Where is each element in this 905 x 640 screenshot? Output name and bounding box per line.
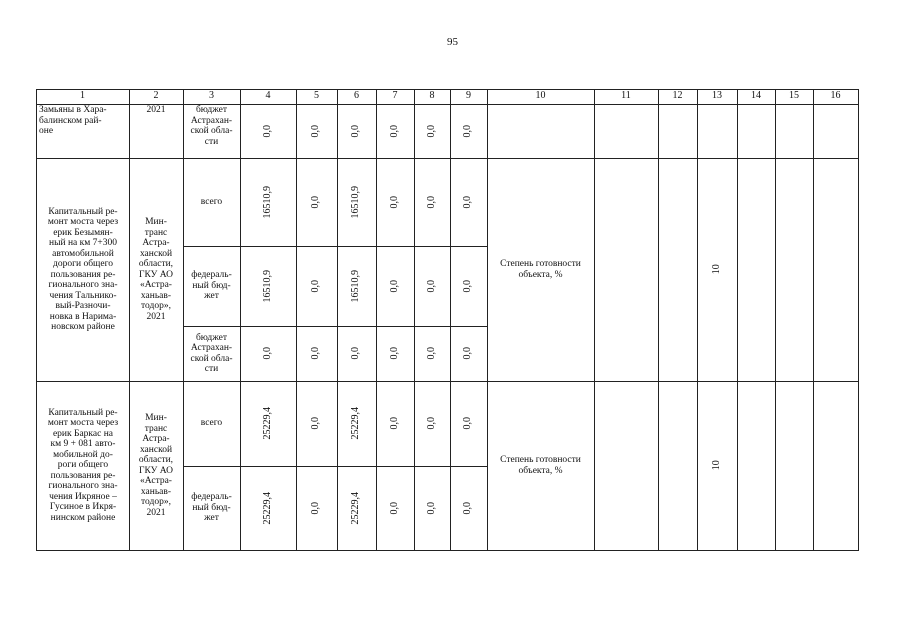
header-col-12: 12: [658, 89, 698, 105]
block2-name: Капитальный ре- монт моста через ерик Безымян- ный на км 7+300 автомобильной дороги общего пользования ре- гионального зна- чения Тальнико- вый-Разночи- новка в Нарима- новском районе: [36, 158, 130, 382]
block3-row1-value-col6: [337, 381, 377, 467]
block1-empty-col12: [658, 104, 698, 159]
header-col-13: 13: [697, 89, 738, 105]
header-col-14: 14: [737, 89, 776, 105]
block2-empty-col15: [775, 158, 814, 382]
block2-executor: Мин- транс Астра- ханской области, ГКУ АО «Астра- ханьав- тодор», 2021: [129, 158, 184, 382]
block1-value-col8: [414, 104, 451, 159]
block3-empty-col15: [775, 381, 814, 551]
block1-executor: 2021: [129, 104, 184, 159]
block3-empty-col12: [658, 381, 698, 551]
block2-row1-value-col4: [240, 158, 297, 247]
header-col-6: 6: [337, 89, 377, 105]
block2-row2-value-col7: [376, 246, 415, 327]
block3-row2-value-col7: [376, 466, 415, 551]
header-col-5: 5: [296, 89, 338, 105]
block2-row3-value-col5-text: 0,0: [310, 347, 322, 360]
block2-empty-col16: [813, 158, 859, 382]
header-col-10: 10: [487, 89, 595, 105]
block3-row1-value-col9: [450, 381, 488, 467]
block2-row3-value-col8: [414, 326, 451, 382]
block3-row2-value-col5-text: 0,0: [310, 501, 322, 515]
block2-row3-value-col7: [376, 326, 415, 382]
block2-row2-value-col9-text: 0,0: [462, 279, 474, 293]
block2-indicator: Степень готовности объекта, %: [487, 158, 595, 382]
block2-row3-value-col6: [337, 326, 377, 382]
block3-col13-value: [697, 381, 738, 551]
block2-row3-funding: бюджет Астрахан- ской обла- сти: [183, 326, 241, 382]
block3-row1-value-col7-text: 0,0: [388, 417, 400, 430]
block3-row1-value-col5: [296, 381, 338, 467]
header-col-2: 2: [129, 89, 184, 105]
block2-col13-value: [697, 158, 738, 382]
block1-value-col6-text: 0,0: [350, 124, 362, 138]
block1-empty-col16: [813, 104, 859, 159]
block1-value-col5-text: 0,0: [310, 124, 322, 138]
block1-value-col4-text: 0,0: [261, 124, 273, 138]
block2-row2-value-col4-text: 16510,9: [261, 269, 273, 303]
block1-value-col9: [450, 104, 488, 159]
block2-col13-value-text: 10: [710, 264, 722, 275]
block2-row2-value-col7-text: 0,0: [388, 279, 400, 293]
header-col-7: 7: [376, 89, 415, 105]
block2-row3-value-col4: [240, 326, 297, 382]
block3-row2-value-col4: [240, 466, 297, 551]
block3-row1-value-col5-text: 0,0: [310, 417, 322, 430]
header-col-11: 11: [594, 89, 659, 105]
block2-row2-value-col5: [296, 246, 338, 327]
header-col-1: 1: [36, 89, 130, 105]
block2-row3-value-col4-text: 0,0: [261, 347, 273, 360]
block2-row2-value-col8: [414, 246, 451, 327]
block3-indicator: Степень готовности объекта, %: [487, 381, 595, 551]
block2-row1-value-col8-text: 0,0: [425, 195, 437, 209]
block2-empty-col12: [658, 158, 698, 382]
block3-row1-value-col4-text: 25229,4: [261, 407, 273, 440]
block1-empty-col11: [594, 104, 659, 159]
block2-row3-value-col9-text: 0,0: [462, 347, 474, 360]
header-col-8: 8: [414, 89, 451, 105]
header-col-4: 4: [240, 89, 297, 105]
block1-value-col8-text: 0,0: [425, 124, 437, 138]
block2-row2-value-col5-text: 0,0: [310, 279, 322, 293]
block3-empty-col16: [813, 381, 859, 551]
block2-row2-value-col4: [240, 246, 297, 327]
block3-row2-value-col6: [337, 466, 377, 551]
block2-row1-funding: всего: [183, 158, 241, 247]
block1-value-col9-text: 0,0: [462, 124, 474, 138]
block3-row2-value-col9: [450, 466, 488, 551]
block2-row2-value-col6-text: 16510,9: [350, 269, 362, 303]
block3-empty-col14: [737, 381, 776, 551]
block2-row3-value-col6-text: 0,0: [350, 347, 362, 360]
block2-row2-value-col8-text: 0,0: [425, 279, 437, 293]
block2-row1-value-col5: [296, 158, 338, 247]
block3-row2-funding: федераль- ный бюд- жет: [183, 466, 241, 551]
block1-value-col7-text: 0,0: [388, 124, 400, 138]
block2-row2-value-col9: [450, 246, 488, 327]
block3-row1-value-col8: [414, 381, 451, 467]
block3-row1-value-col9-text: 0,0: [462, 417, 474, 430]
block2-row2-funding: федераль- ный бюд- жет: [183, 246, 241, 327]
block2-row1-value-col9: [450, 158, 488, 247]
block3-row2-value-col8-text: 0,0: [425, 501, 437, 515]
block3-col13-value-text: 10: [710, 460, 722, 471]
block2-row2-value-col6: [337, 246, 377, 327]
block3-row1-value-col6-text: 25229,4: [350, 407, 362, 440]
page-number: 95: [447, 36, 458, 48]
block1-empty-col15: [775, 104, 814, 159]
block3-row2-value-col6-text: 25229,4: [350, 491, 362, 525]
block2-row3-value-col9: [450, 326, 488, 382]
block1-value-col5: [296, 104, 338, 159]
header-col-15: 15: [775, 89, 814, 105]
block2-row3-value-col7-text: 0,0: [388, 347, 400, 360]
block3-row2-value-col4-text: 25229,4: [261, 491, 273, 525]
block2-row1-value-col9-text: 0,0: [462, 195, 474, 209]
block2-row3-value-col5: [296, 326, 338, 382]
header-col-16: 16: [813, 89, 859, 105]
block3-row2-value-col7-text: 0,0: [388, 501, 400, 515]
block1-value-col4: [240, 104, 297, 159]
block3-row1-value-col8-text: 0,0: [425, 417, 437, 430]
block3-row1-funding: всего: [183, 381, 241, 467]
header-col-3: 3: [183, 89, 241, 105]
block3-empty-col11: [594, 381, 659, 551]
block2-row1-value-col7-text: 0,0: [388, 195, 400, 209]
block1-value-col6: [337, 104, 377, 159]
block3-row2-value-col8: [414, 466, 451, 551]
block3-row1-value-col4: [240, 381, 297, 467]
block1-value-col7: [376, 104, 415, 159]
block3-executor: Мин- транс Астра- ханской области, ГКУ АО «Астра- ханьав- тодор», 2021: [129, 381, 184, 551]
block3-row1-value-col7: [376, 381, 415, 467]
block2-row1-value-col4-text: 16510,9: [261, 185, 273, 219]
block1-name: Замьяны в Хара- балинском рай- оне: [36, 104, 130, 159]
block3-row2-value-col9-text: 0,0: [462, 501, 474, 515]
block1-empty-col14: [737, 104, 776, 159]
block2-empty-col11: [594, 158, 659, 382]
block3-row2-value-col5: [296, 466, 338, 551]
block2-empty-col14: [737, 158, 776, 382]
block2-row3-value-col8-text: 0,0: [425, 347, 437, 360]
block2-row1-value-col5-text: 0,0: [310, 195, 322, 209]
block2-row1-value-col6: [337, 158, 377, 247]
block3-name: Капитальный ре- монт моста через ерик Баркас на км 9 + 081 авто- мобильной до- роги общего пользования ре- гионального зна- чения Икряное – Гусиное в Икря- нинском районе: [36, 381, 130, 551]
block2-row1-value-col6-text: 16510,9: [350, 185, 362, 219]
block1-empty-col13: [697, 104, 738, 159]
block1-funding: бюджет Астрахан- ской обла- сти: [183, 104, 241, 159]
block1-empty-col10: [487, 104, 595, 159]
header-col-9: 9: [450, 89, 488, 105]
block2-row1-value-col8: [414, 158, 451, 247]
block2-row1-value-col7: [376, 158, 415, 247]
